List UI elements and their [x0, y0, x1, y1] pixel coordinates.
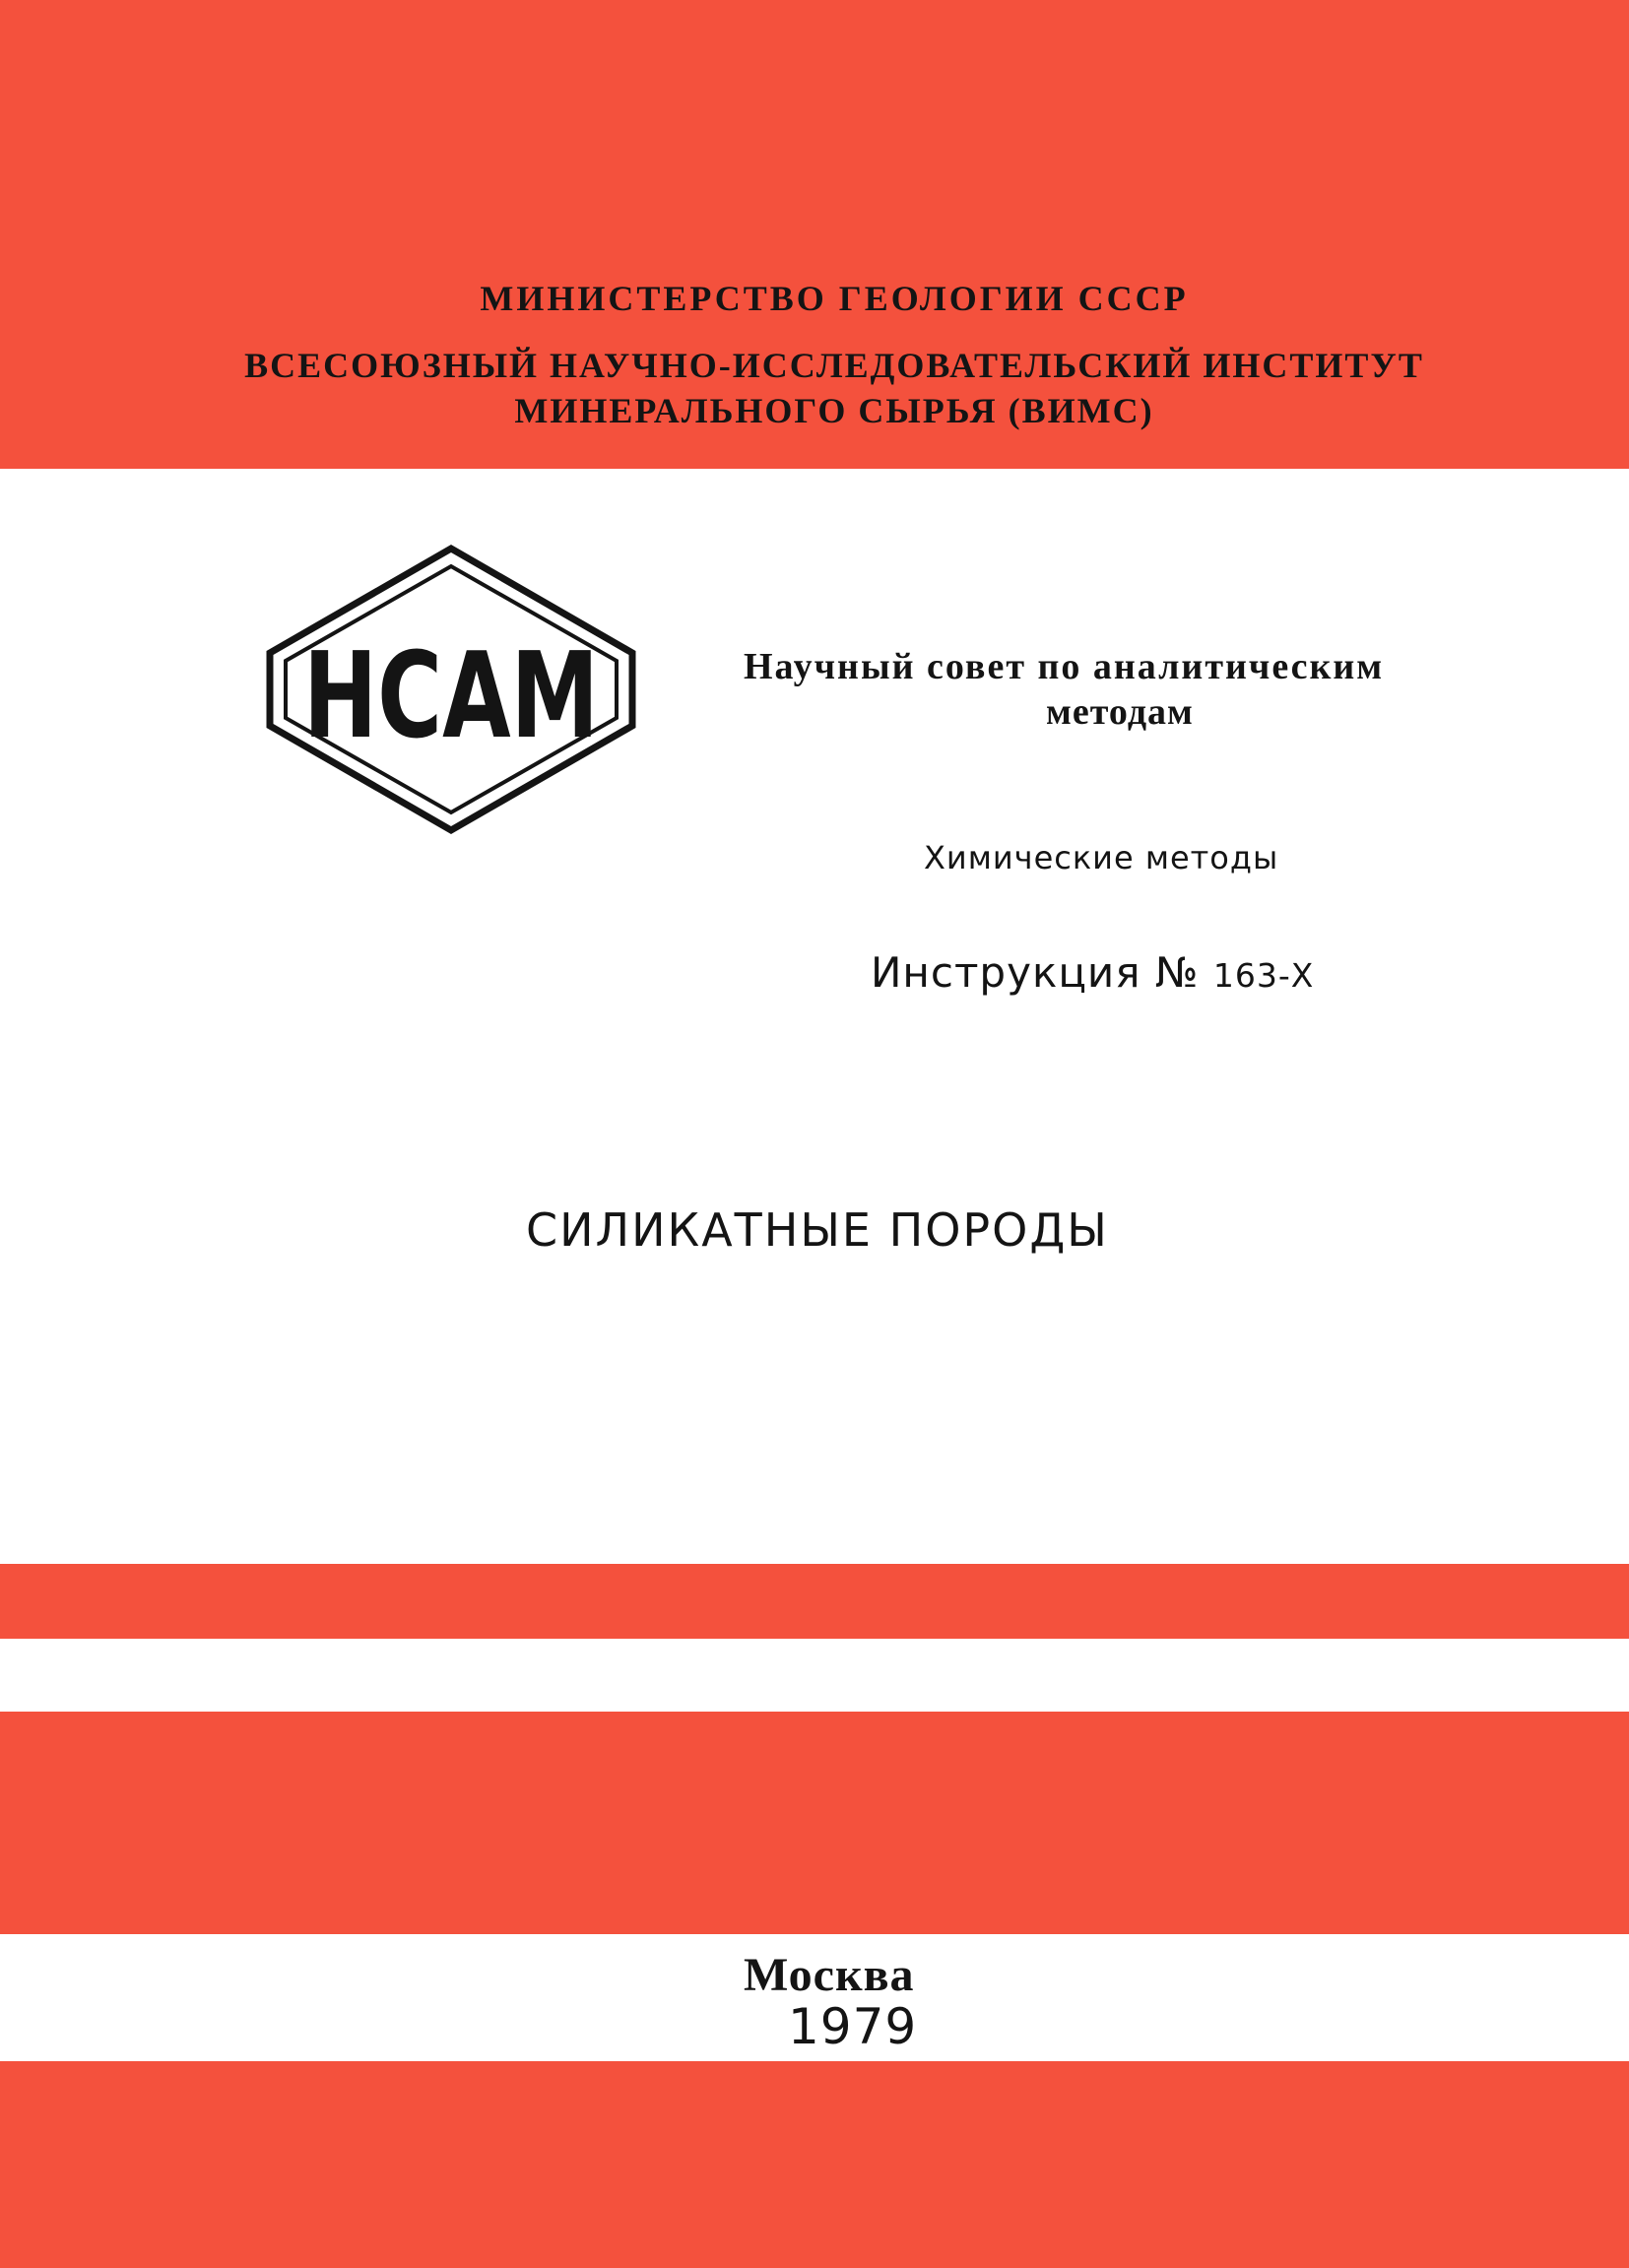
methods-subtitle: Химические методы — [924, 839, 1279, 876]
logo-text: НСАМ — [303, 628, 599, 765]
bottom-color-band — [0, 2061, 1629, 2268]
middle-color-stripe — [0, 1564, 1629, 1639]
lower-color-band — [0, 1712, 1629, 1934]
imprint-city: Москва — [744, 1949, 915, 2001]
hexagon-emblem-icon — [264, 545, 638, 834]
ministry-heading: МИНИСТЕРСТВО ГЕОЛОГИИ СССР — [480, 279, 1189, 318]
imprint-year: 1979 — [788, 1998, 918, 2055]
instruction-number — [871, 948, 1314, 997]
institute-heading-line-1: ВСЕСОЮЗНЫЙ НАУЧНО-ИССЛЕДОВАТЕЛЬСКИЙ ИНСТИТУТ — [244, 346, 1424, 385]
instruction-label: Инструкция № — [871, 948, 1200, 997]
institute-heading-line-2: МИНЕРАЛЬНОГО СЫРЬЯ (ВИМС) — [514, 391, 1154, 430]
council-name-line-2: методам — [1046, 691, 1194, 733]
council-name-line-1: Научный совет по аналитическим — [744, 646, 1385, 687]
document-title: СИЛИКАТНЫЕ ПОРОДЫ — [526, 1203, 1109, 1257]
instruction-code: 163-Х — [1212, 956, 1315, 995]
